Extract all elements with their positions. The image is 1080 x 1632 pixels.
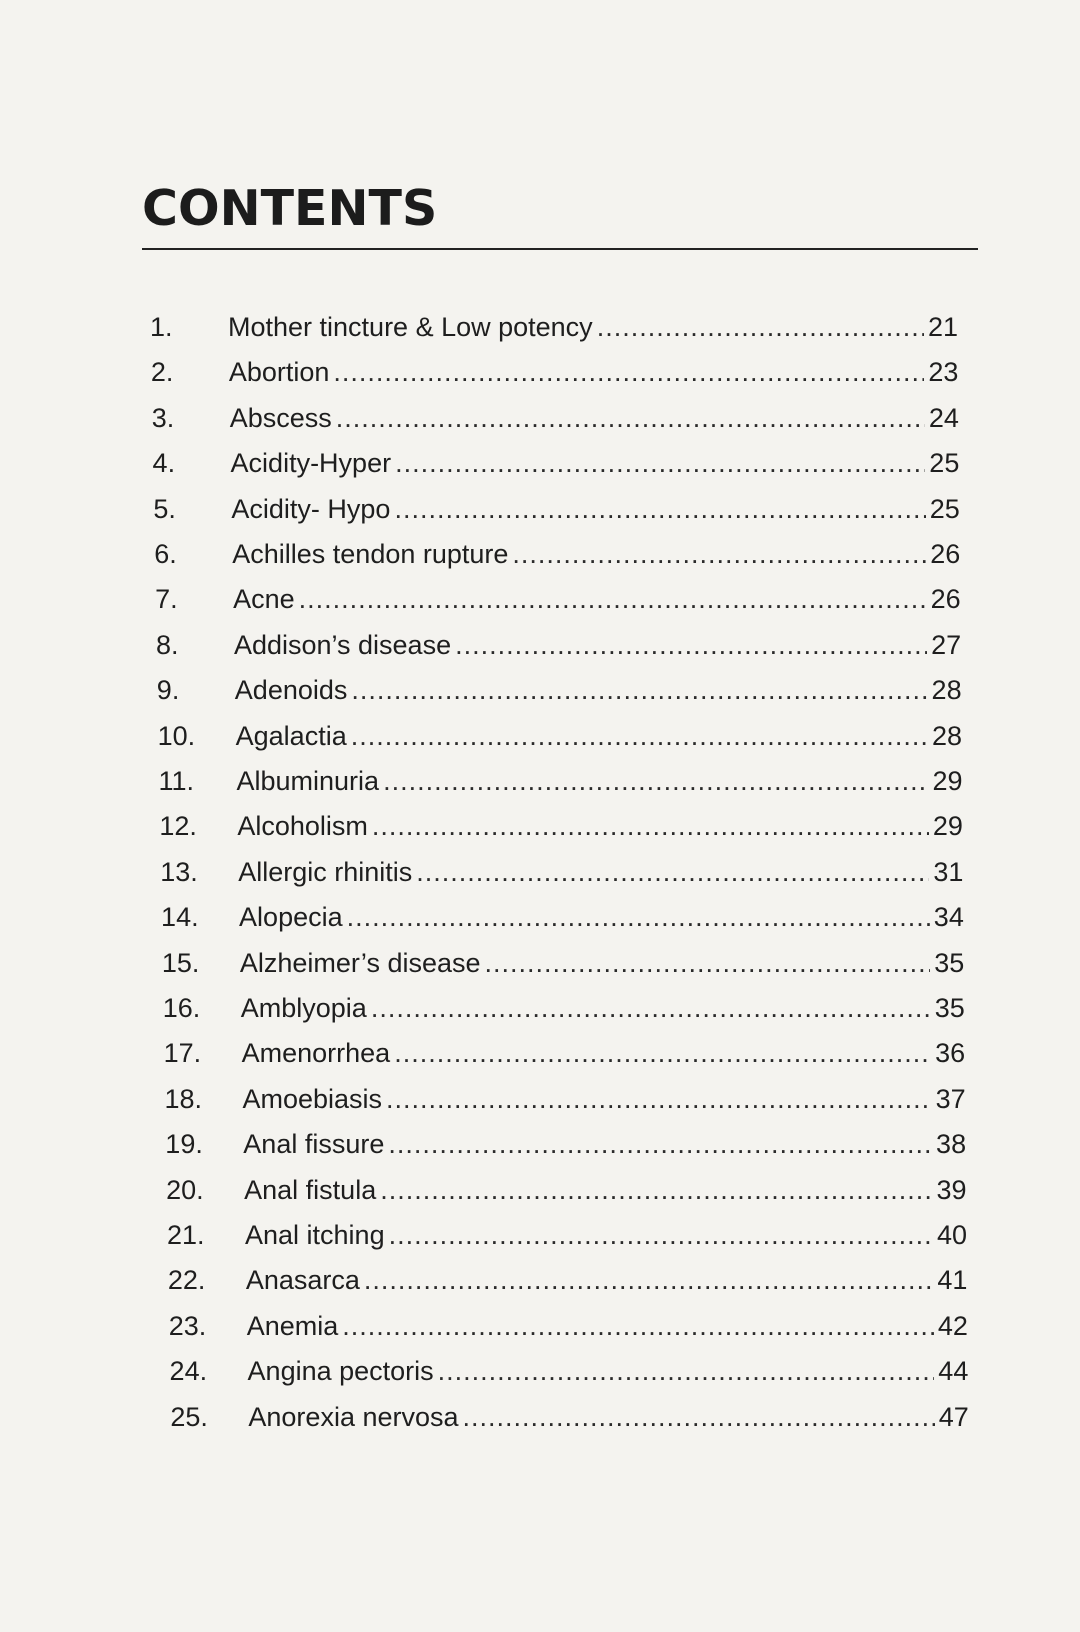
toc-entry — [164, 1084, 965, 1124]
toc-entry-page: 21 — [927, 312, 958, 342]
toc-leader-dots — [380, 1175, 932, 1206]
toc-entry-title: Abscess — [229, 402, 332, 433]
toc-leader-dots — [388, 1129, 932, 1160]
toc-leader-dots — [597, 312, 924, 343]
toc-entry-title: Amblyopia — [240, 993, 367, 1023]
toc-leader-dots — [394, 494, 925, 525]
toc-entry-title: Acne — [233, 584, 295, 615]
toc-entry-page: 25 — [929, 448, 960, 479]
toc-entry-number: 5. — [153, 493, 176, 524]
toc-leader-dots — [438, 1356, 935, 1387]
toc-entry — [167, 1220, 967, 1260]
toc-entry-number: 14. — [161, 902, 199, 933]
toc-entry-page: 38 — [936, 1129, 967, 1160]
toc-entry-number: 4. — [152, 448, 176, 479]
toc-entry-page: 28 — [931, 675, 962, 706]
toc-entry-number: 9. — [156, 675, 180, 706]
toc-entry-title: Amenorrhea — [241, 1038, 391, 1069]
toc-entry — [169, 1311, 968, 1351]
toc-entry-title: Agalactia — [235, 720, 347, 751]
toc-entry — [151, 357, 959, 397]
toc-entry-page: 44 — [938, 1356, 969, 1387]
toc-entry — [161, 902, 964, 942]
toc-leader-dots — [512, 539, 926, 570]
toc-entry-page: 41 — [937, 1265, 968, 1296]
toc-leader-dots — [395, 448, 925, 479]
toc-entry — [160, 857, 963, 897]
toc-leader-dots — [347, 902, 930, 933]
toc-entry-number: 20. — [166, 1174, 204, 1205]
toc-entry-title: Alcoholism — [237, 811, 368, 842]
toc-entry-number: 7. — [155, 584, 178, 615]
toc-leader-dots — [416, 857, 929, 888]
title-divider — [142, 248, 978, 250]
toc-entry-page: 36 — [935, 1038, 966, 1069]
toc-entry-title: Anorexia nervosa — [248, 1401, 459, 1432]
toc-entry — [153, 494, 959, 534]
toc-entry-number: 15. — [161, 947, 200, 978]
toc-entry-number: 2. — [150, 357, 174, 388]
toc-leader-dots — [364, 1265, 933, 1296]
toc-entry-number: 19. — [165, 1129, 203, 1160]
toc-entry-number: 22. — [167, 1265, 206, 1296]
toc-entry-title: Acidity- Hypo — [231, 493, 391, 524]
toc-entry-title: Anasarca — [245, 1265, 360, 1296]
toc-entry-page: 29 — [932, 811, 963, 842]
toc-entry — [159, 811, 963, 851]
toc-leader-dots — [372, 811, 929, 842]
toc-entry — [162, 948, 964, 988]
page-title: CONTENTS — [142, 180, 438, 237]
toc-entry-number: 23. — [168, 1310, 207, 1341]
toc-entry — [155, 584, 961, 624]
toc-entry-page: 40 — [936, 1220, 967, 1250]
toc-leader-dots — [299, 584, 927, 615]
toc-entry-title: Addison’s disease — [233, 629, 452, 660]
toc-entry — [163, 993, 965, 1033]
toc-leader-dots — [333, 357, 924, 388]
toc-entry-title: Anal fistula — [244, 1174, 377, 1205]
toc-entry-page: 29 — [932, 766, 963, 796]
toc-leader-dots — [386, 1084, 932, 1115]
toc-entry-number: 1. — [150, 312, 173, 342]
toc-entry-title: Adenoids — [234, 675, 348, 706]
toc-entry-number: 6. — [154, 539, 177, 569]
toc-entry-number: 18. — [164, 1083, 202, 1114]
toc-entry-page: 35 — [934, 993, 965, 1023]
toc-entry — [168, 1265, 968, 1305]
toc-entry-number: 21. — [167, 1220, 205, 1250]
toc-entry-page: 28 — [931, 720, 963, 751]
toc-entry-title: Acidity-Hyper — [230, 448, 392, 479]
toc-entry — [150, 312, 958, 352]
toc-entry-number: 12. — [159, 811, 197, 842]
toc-leader-dots — [342, 1311, 934, 1342]
toc-entry-number: 25. — [170, 1401, 208, 1432]
toc-leader-dots — [351, 675, 927, 706]
toc-entry — [154, 539, 960, 579]
toc-entry-title: Allergic rhinitis — [238, 856, 413, 887]
toc-entry — [159, 766, 963, 806]
toc-entry-page: 47 — [938, 1401, 969, 1432]
toc-entry-title: Abortion — [228, 357, 330, 388]
toc-entry-title: Anal itching — [245, 1220, 385, 1250]
toc-entry — [156, 630, 961, 670]
toc-entry-number: 10. — [157, 720, 196, 751]
toc-entry-page: 37 — [935, 1083, 966, 1114]
toc-entry-page: 26 — [930, 584, 961, 615]
toc-leader-dots — [455, 630, 927, 661]
toc-entry-page: 39 — [936, 1174, 967, 1205]
toc-entry — [170, 1402, 968, 1442]
toc-entry — [157, 675, 962, 715]
toc-entry-page: 27 — [931, 629, 962, 660]
toc-leader-dots — [336, 403, 925, 434]
toc-entry-page: 25 — [929, 493, 960, 524]
toc-entry-page: 31 — [933, 856, 964, 887]
toc-entry — [170, 1356, 969, 1396]
toc-entry-number: 16. — [162, 993, 201, 1023]
toc-entry-title: Amoebiasis — [242, 1083, 382, 1114]
toc-entry-number: 8. — [155, 629, 179, 660]
toc-entry-title: Alzheimer’s disease — [239, 947, 481, 978]
toc-entry — [153, 448, 960, 488]
toc-entry-number: 13. — [160, 856, 198, 887]
toc-entry — [164, 1038, 966, 1078]
toc-leader-dots — [389, 1220, 933, 1251]
toc-entry-title: Mother tincture & Low potency — [228, 312, 593, 342]
toc-leader-dots — [485, 948, 931, 979]
toc-entry-title: Achilles tendon rupture — [232, 539, 509, 569]
toc-entry-page: 35 — [934, 947, 965, 978]
toc-entry-page: 34 — [933, 902, 964, 933]
toc-leader-dots — [383, 766, 928, 797]
toc-entry-page: 26 — [930, 539, 961, 569]
toc-entry-number: 24. — [169, 1356, 208, 1387]
toc-leader-dots — [463, 1402, 935, 1433]
toc-entry-title: Alopecia — [239, 902, 343, 933]
toc-entry — [165, 1129, 966, 1169]
toc-entry — [158, 721, 962, 761]
toc-entry — [166, 1175, 966, 1215]
toc-entry-title: Angina pectoris — [247, 1356, 434, 1387]
toc-entry-number: 3. — [151, 402, 175, 433]
toc-leader-dots — [394, 1038, 931, 1069]
toc-entry-page: 24 — [928, 402, 959, 433]
toc-entry-number: 11. — [158, 766, 195, 796]
toc-leader-dots — [351, 721, 928, 752]
toc-entry-page: 23 — [928, 357, 959, 388]
toc-entry-number: 17. — [163, 1038, 202, 1069]
toc-entry-title: Anemia — [246, 1310, 339, 1341]
toc-entry-title: Albuminuria — [236, 766, 380, 796]
toc-entry-title: Anal fissure — [243, 1129, 385, 1160]
toc-entry-page: 42 — [937, 1310, 968, 1341]
toc-leader-dots — [371, 993, 931, 1024]
toc-entry — [152, 403, 959, 443]
